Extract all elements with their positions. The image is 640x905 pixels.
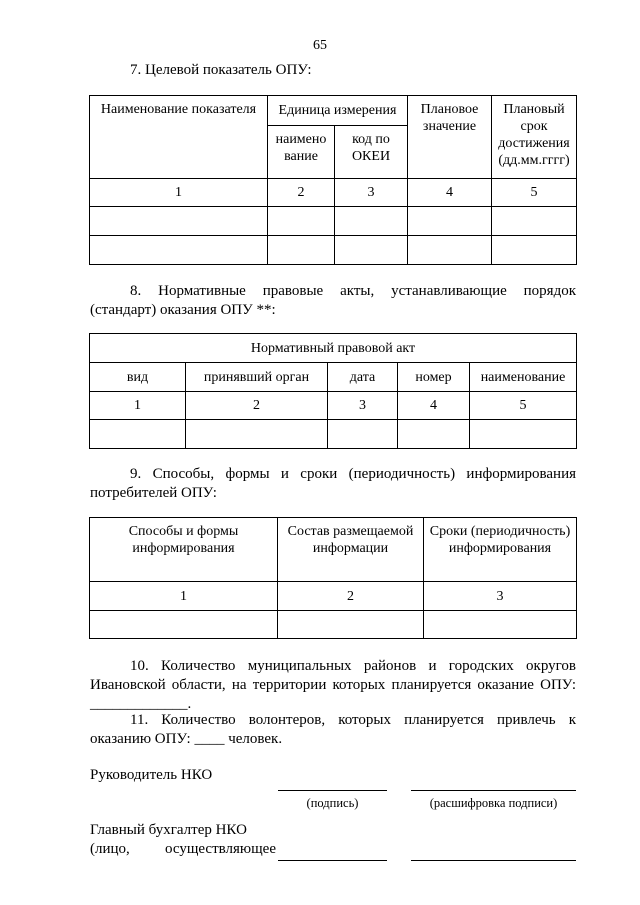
- empty-cell[interactable]: [408, 207, 492, 236]
- column-number: 4: [398, 392, 470, 420]
- column-number: 2: [186, 392, 328, 420]
- column-number: 2: [268, 179, 335, 207]
- column-number: 4: [408, 179, 492, 207]
- table-row: [90, 420, 577, 449]
- empty-cell[interactable]: [268, 236, 335, 265]
- column-number: 3: [328, 392, 398, 420]
- table-row: [90, 611, 577, 639]
- empty-cell[interactable]: [335, 207, 408, 236]
- table-row: [90, 236, 577, 265]
- empty-cell[interactable]: [335, 236, 408, 265]
- empty-cell[interactable]: [398, 420, 470, 449]
- header-authority: принявший орган: [186, 363, 328, 392]
- table-row: [90, 207, 577, 236]
- header-unit-name: наимено вание: [268, 126, 335, 179]
- empty-cell[interactable]: [424, 611, 577, 639]
- accountant-label: Главный бухгалтер НКО: [90, 822, 247, 838]
- head-label: Руководитель НКО: [90, 767, 213, 783]
- column-number: 1: [90, 179, 268, 207]
- empty-cell[interactable]: [278, 611, 424, 639]
- empty-cell[interactable]: [328, 420, 398, 449]
- head-decoding-line[interactable]: [411, 790, 576, 791]
- empty-cell[interactable]: [90, 420, 186, 449]
- empty-cell[interactable]: [90, 207, 268, 236]
- header-planned-value: Плановое значение: [408, 96, 492, 179]
- column-number: 1: [90, 582, 278, 611]
- empty-cell[interactable]: [268, 207, 335, 236]
- informing-table: [89, 517, 577, 639]
- empty-cell[interactable]: [492, 236, 577, 265]
- header-informing-periodicity: Сроки (периодичность) информирования: [424, 518, 577, 582]
- empty-cell[interactable]: [408, 236, 492, 265]
- empty-cell[interactable]: [90, 611, 278, 639]
- empty-cell[interactable]: [90, 236, 268, 265]
- column-number: 5: [470, 392, 577, 420]
- header-type: вид: [90, 363, 186, 392]
- head-signature-line[interactable]: [278, 790, 387, 791]
- page-number: 65: [313, 38, 327, 53]
- accountant-decoding-line[interactable]: [411, 860, 576, 861]
- header-date: дата: [328, 363, 398, 392]
- signature-caption: (подпись): [306, 796, 359, 810]
- section-8-heading: 8. Нормативные правовые акты, устанавливающие порядок (стандарт) оказания ОПУ **:: [90, 283, 576, 318]
- section-7-heading: 7. Целевой показатель ОПУ:: [130, 62, 312, 78]
- header-information-content: Состав размещаемой информации: [278, 518, 424, 582]
- header-name: наименование: [470, 363, 577, 392]
- normative-act-title: Нормативный правовой акт: [90, 334, 577, 363]
- header-unit-code: код по ОКЕИ: [335, 126, 408, 179]
- header-planned-date: Плановый срок достижения (дд.мм.гггг): [492, 96, 577, 179]
- header-unit-group: Единица измерения: [268, 96, 408, 126]
- target-indicator-table: [89, 95, 577, 265]
- column-number: 3: [424, 582, 577, 611]
- column-number: 5: [492, 179, 577, 207]
- column-number: 3: [335, 179, 408, 207]
- section-10-text: 10. Количество муниципальных районов и городских округов Ивановской области, на территории которых планируется оказание ОПУ: _____________.: [90, 658, 576, 712]
- normative-acts-table: [89, 333, 577, 449]
- header-informing-methods: Способы и формы информирования: [90, 518, 278, 582]
- column-number: 1: [90, 392, 186, 420]
- accountant-label-cont: (лицо, осуществляющее: [90, 841, 276, 857]
- column-number: 2: [278, 582, 424, 611]
- section-9-heading: 9. Способы, формы и сроки (периодичность) информирования потребителей ОПУ:: [90, 466, 576, 501]
- decoding-caption: (расшифровка подписи): [429, 796, 558, 810]
- empty-cell[interactable]: [470, 420, 577, 449]
- header-indicator-name: Наименование показателя: [90, 96, 268, 179]
- accountant-signature-line[interactable]: [278, 860, 387, 861]
- header-number: номер: [398, 363, 470, 392]
- section-11-text: 11. Количество волонтеров, которых планируется привлечь к оказанию ОПУ: ____ человек.: [90, 712, 576, 747]
- empty-cell[interactable]: [492, 207, 577, 236]
- empty-cell[interactable]: [186, 420, 328, 449]
